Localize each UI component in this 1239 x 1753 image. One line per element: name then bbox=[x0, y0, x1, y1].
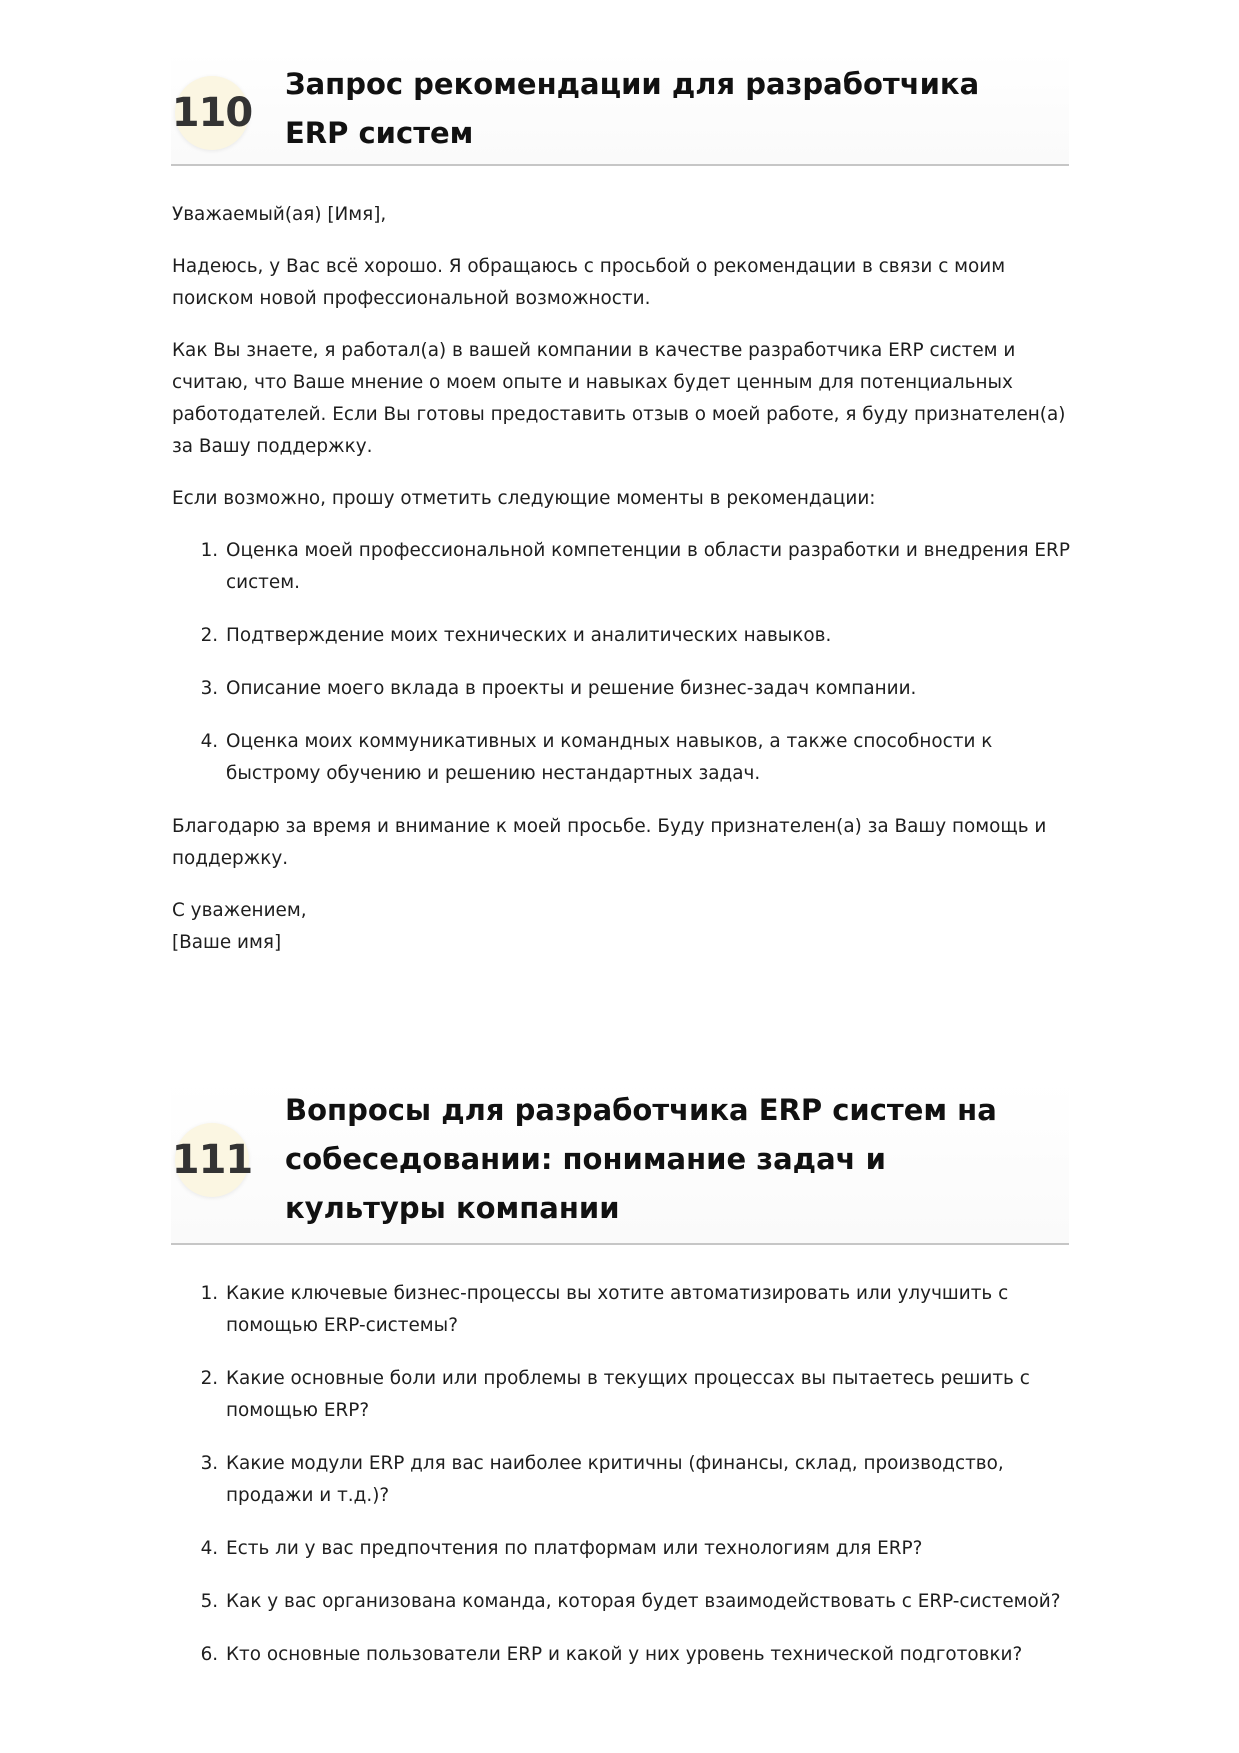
paragraph: Надеюсь, у Вас всё хорошо. Я обращаюсь с просьбой о рекомендации в связи с моим поиском новой профессиональной возможности. bbox=[172, 256, 1006, 309]
section-number-badge: 111 bbox=[175, 1123, 249, 1197]
greeting: Уважаемый(ая) [Имя], bbox=[172, 204, 387, 225]
list-item: 2. Подтверждение моих технических и аналитических навыков. bbox=[224, 620, 1072, 652]
section-title: Запрос рекомендации для разработчика ERP систем bbox=[285, 67, 980, 150]
signature: [Ваше имя] bbox=[172, 932, 282, 953]
list-item: 5. Как у вас организована команда, которая будет взаимодействовать с ERP-системой? bbox=[224, 1586, 1072, 1618]
list-item: 1. Оценка моей профессиональной компетенции в области разработки и внедрения ERP систем. bbox=[224, 535, 1072, 599]
section-110-header bbox=[171, 52, 1069, 166]
closing-paragraph: Благодарю за время и внимание к моей просьбе. Буду признателен(а) за Вашу помощь и поддержку. bbox=[172, 816, 1047, 869]
section-number-badge: 110 bbox=[175, 76, 249, 150]
list-item: 6. Кто основные пользователи ERP и какой у них уровень технической подготовки? bbox=[224, 1639, 1072, 1671]
section-110-body bbox=[172, 199, 1072, 959]
list-item: 4. Есть ли у вас предпочтения по платформам или технологиям для ERP? bbox=[224, 1533, 1072, 1565]
list-item: 3. Описание моего вклада в проекты и решение бизнес-задач компании. bbox=[224, 673, 1072, 705]
paragraph: Как Вы знаете, я работал(а) в вашей компании в качестве разработчика ERP систем и считаю, что Ваше мнение о моем опыте и навыках будет ценным для потенциальных работодателей. Если Вы готовы предоставить отзыв о моей работе, я буду признателен(а) за Вашу поддержку. bbox=[172, 340, 1066, 457]
section-title: Вопросы для разработчика ERP систем на собеседовании: понимание задач и культуры компании bbox=[285, 1093, 997, 1225]
list-item: 1. Какие ключевые бизнес-процессы вы хотите автоматизировать или улучшить с помощью ERP-системы? bbox=[224, 1278, 1072, 1342]
section-111-body bbox=[172, 1278, 1072, 1692]
list-item: 2. Какие основные боли или проблемы в текущих процессах вы пытаетесь решить с помощью ERP? bbox=[224, 1363, 1072, 1427]
signoff: С уважением, bbox=[172, 900, 307, 921]
interview-questions-list bbox=[172, 1278, 1072, 1671]
list-item: 4. Оценка моих коммуникативных и командных навыков, а также способности к быстрому обучению и решению нестандартных задач. bbox=[224, 726, 1072, 790]
recommendation-points-list bbox=[172, 535, 1072, 790]
list-item: 3. Какие модули ERP для вас наиболее критичны (финансы, склад, производство, продажи и т.д.)? bbox=[224, 1448, 1072, 1512]
section-111-header bbox=[171, 1080, 1069, 1245]
paragraph: Если возможно, прошу отметить следующие моменты в рекомендации: bbox=[172, 488, 876, 509]
